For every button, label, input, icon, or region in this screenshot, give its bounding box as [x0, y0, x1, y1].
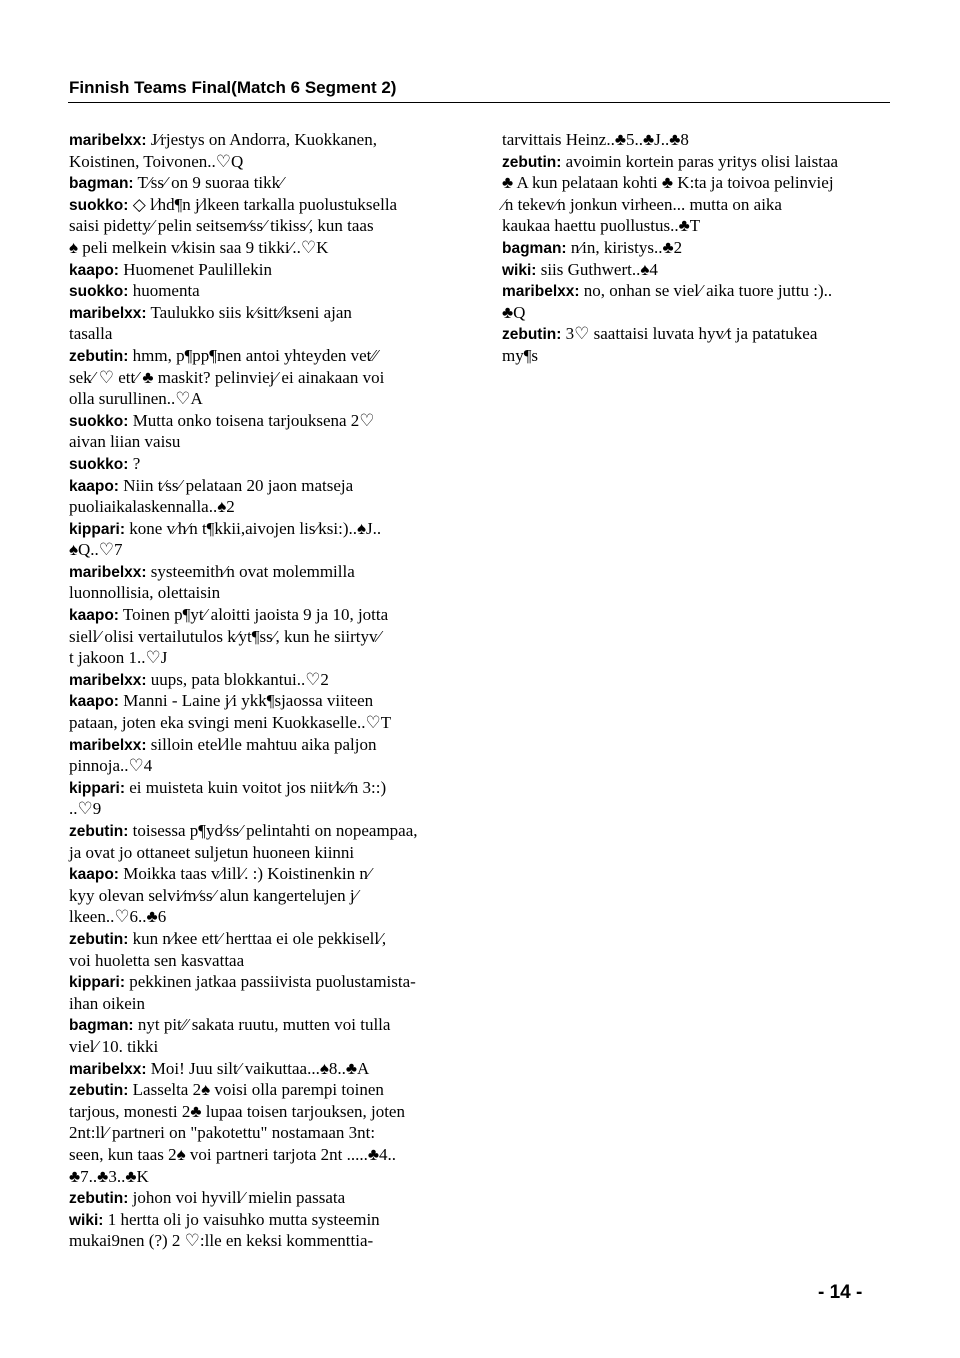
speaker-name: wiki: — [69, 1211, 104, 1229]
speaker-name: suokko: — [69, 412, 129, 430]
text-line: voi huoletta sen kasvattaa — [69, 950, 245, 970]
text-line: ♣7..♣3..♣K — [69, 1166, 149, 1186]
speaker-name: zebutin: — [502, 153, 562, 171]
text-line: kaapo: Toinen p¶yt⁄ aloitti jaoista 9 ja 10, jotta — [69, 605, 389, 625]
text-line: ja ovat jo ottaneet suljetun huoneen kiinni — [69, 842, 355, 862]
text-line: suokko: ? — [69, 453, 141, 473]
text-line: wiki: siis Guthwert..♠4 — [502, 259, 658, 279]
text-line: wiki: 1 hertta oli jo vaisuhko mutta systeemin — [69, 1209, 380, 1229]
text-line: ihan oikein — [69, 993, 146, 1013]
speaker-name: kippari: — [69, 520, 125, 538]
text-line: suokko: huomenta — [69, 281, 200, 301]
text-line: kaapo: Manni - Laine j⁄i ykk¶sjaossa viiteen — [69, 691, 374, 711]
speaker-name: zebutin: — [69, 823, 129, 840]
speaker-name: kaapo: — [69, 261, 119, 279]
speaker-name: maribelxx: — [69, 304, 147, 322]
page-number: - 14 - — [818, 1282, 863, 1303]
title-divider — [68, 102, 890, 103]
text-line: ⁄n tekev⁄n jonkun virheen... mutta on aika — [502, 194, 782, 214]
speaker-name: suokko: — [69, 283, 129, 301]
speaker-name: zebutin: — [69, 1082, 129, 1100]
speaker-name: kippari: — [69, 779, 125, 797]
text-line: siell⁄ olisi vertailutulos k⁄yt¶ss⁄, kun he siirtyv⁄ — [69, 626, 381, 646]
speaker-name: maribelxx: — [69, 736, 147, 754]
right-column — [502, 129, 897, 367]
speaker-name: maribelxx: — [69, 671, 147, 689]
text-line: puoliaikalaskennalla..♠2 — [69, 497, 235, 517]
text-line: maribelxx: J⁄rjestys on Andorra, Kuokkanen, — [69, 130, 377, 149]
text-line: zebutin: hmm, p¶pp¶nen antoi yhteyden vet⁄⁄ — [69, 345, 378, 365]
speaker-name: kaapo: — [69, 693, 119, 711]
text-line: maribelxx: no, onhan se viel⁄ aika tuore juttu :).. — [502, 281, 833, 301]
text-line: maribelxx: Taulukko siis k⁄sitt⁄⁄kseni ajan — [69, 302, 352, 322]
speaker-name: kaapo: — [69, 477, 119, 495]
text-line: sek⁄ ♡ ett⁄ ♣ maskit? pelinviej⁄ ei ainakaan voi — [69, 367, 385, 387]
speaker-name: kaapo: — [69, 866, 119, 884]
text-line: ♣ A kun pelataan kohti ♣ K:ta ja toivoa pelinviej — [502, 173, 834, 193]
text-line: zebutin: avoimin kortein paras yritys olisi laistaa — [502, 151, 839, 171]
speaker-name: maribelxx: — [502, 283, 580, 301]
text-line: kippari: pekkinen jatkaa passiivista puolustamista- — [69, 972, 416, 992]
text-line: kippari: kone v⁄h⁄n t¶kkii,aivojen lis⁄ksi:)..♠J.. — [69, 518, 382, 538]
speaker-name: maribelxx: — [69, 1060, 147, 1078]
text-line: lkeen..♡6..♣6 — [69, 907, 167, 927]
text-line: kaukaa haettu puollustus..♣T — [502, 216, 701, 236]
text-line: kaapo: Huomenet Paulillekin — [69, 259, 272, 279]
text-line: my¶s — [502, 345, 539, 365]
speaker-name: suokko: — [69, 196, 129, 214]
text-line: 2nt:ll⁄ partneri on "pakotettu" nostamaan 3nt: — [69, 1123, 376, 1143]
text-line: mukai9nen (?) 2 ♡:lle en keksi kommenttia- — [69, 1231, 374, 1251]
text-line: seen, kun taas 2♠ voi partneri tarjota 2nt .....♣4.. — [69, 1144, 397, 1164]
text-line: ♠Q..♡7 — [69, 540, 123, 560]
text-line: kyy olevan selvi⁄m⁄ss⁄ alun kangertelujen j⁄ — [69, 885, 358, 905]
text-line: zebutin: toisessa p¶yd⁄ss⁄ pelintahti on nopeampaa, — [69, 821, 418, 840]
text-line: ..♡9 — [69, 799, 102, 819]
text-line: pinnoja..♡4 — [69, 756, 153, 776]
text-line: suokko: Mutta onko toisena tarjouksena 2♡ — [69, 410, 375, 430]
left-column — [69, 129, 461, 1252]
speaker-name: zebutin: — [502, 326, 562, 344]
speaker-name: zebutin: — [69, 930, 129, 948]
text-line: suokko: ◇ l⁄hd¶n j⁄lkeen tarkalla puolustuksella — [69, 194, 398, 214]
text-line: Koistinen, Toivonen..♡Q — [69, 151, 244, 171]
text-line: zebutin: 3♡ saattaisi luvata hyv⁄t ja patatukea — [502, 324, 818, 344]
text-line: bagman: T⁄ss⁄ on 9 suoraa tikk⁄ — [69, 173, 283, 193]
speaker-name: kippari: — [69, 974, 125, 992]
text-line: bagman: n⁄in, kiristys..♣2 — [502, 237, 683, 257]
speaker-name: zebutin: — [69, 1190, 129, 1208]
speaker-name: maribelxx: — [69, 563, 147, 581]
text-line: saisi pidetty⁄ pelin seitsem⁄ss⁄ tikiss⁄, kun taas — [69, 216, 374, 236]
speaker-name: suokko: — [69, 455, 129, 473]
text-line: ♠ peli melkein v⁄kisin saa 9 tikki⁄..♡K — [69, 237, 329, 257]
text-line: maribelxx: systeemith⁄n ovat molemmilla — [69, 561, 355, 581]
text-line: maribelxx: uups, pata blokkantui..♡2 — [69, 669, 329, 689]
text-line: t jakoon 1..♡J — [69, 648, 168, 668]
page-title: Finnish Teams Final(Match 6 Segment 2) — [69, 78, 397, 97]
text-line: kaapo: Niin t⁄ss⁄ pelataan 20 jaon matseja — [69, 475, 354, 495]
text-line: luonnollisia, olettaisin — [69, 583, 221, 603]
text-line: zebutin: Lasselta 2♠ voisi olla parempi toinen — [69, 1080, 384, 1100]
text-line: bagman: nyt pit⁄⁄ sakata ruutu, mutten voi tulla — [69, 1015, 391, 1035]
text-line: maribelxx: Moi! Juu silt⁄ vaikuttaa...♠8..♣A — [69, 1058, 370, 1078]
speaker-name: bagman: — [502, 239, 567, 257]
speaker-name: maribelxx: — [69, 132, 147, 149]
text-line: pataan, joten eka svingi meni Kuokkaselle..♡T — [69, 713, 392, 733]
text-line: olla surullinen..♡A — [69, 389, 203, 409]
speaker-name: kaapo: — [69, 607, 119, 625]
text-line: maribelxx: silloin etel⁄lle mahtuu aika paljon — [69, 734, 377, 754]
speaker-name: bagman: — [69, 1017, 134, 1035]
text-line: ♣Q — [502, 302, 526, 322]
text-line: viel⁄ 10. tikki — [69, 1036, 159, 1056]
text-line: zebutin: johon voi hyvill⁄ mielin passata — [69, 1188, 346, 1208]
text-line: tarvittais Heinz..♣5..♣J..♣8 — [502, 130, 689, 149]
speaker-name: zebutin: — [69, 347, 129, 365]
text-line: aivan liian vaisu — [69, 432, 181, 452]
speaker-name: bagman: — [69, 175, 134, 193]
text-line: kaapo: Moikka taas v⁄lill⁄. :) Koistinenkin n⁄ — [69, 864, 371, 884]
text-line: tarjous, monesti 2♣ lupaa toisen tarjouksen, joten — [69, 1101, 405, 1121]
text-line: zebutin: kun n⁄kee ett⁄ herttaa ei ole pekkisell⁄, — [69, 928, 387, 948]
text-line: tasalla — [69, 324, 113, 344]
text-line: kippari: ei muisteta kuin voitot jos niit⁄k⁄⁄n 3::) — [69, 777, 387, 797]
speaker-name: wiki: — [502, 261, 537, 279]
